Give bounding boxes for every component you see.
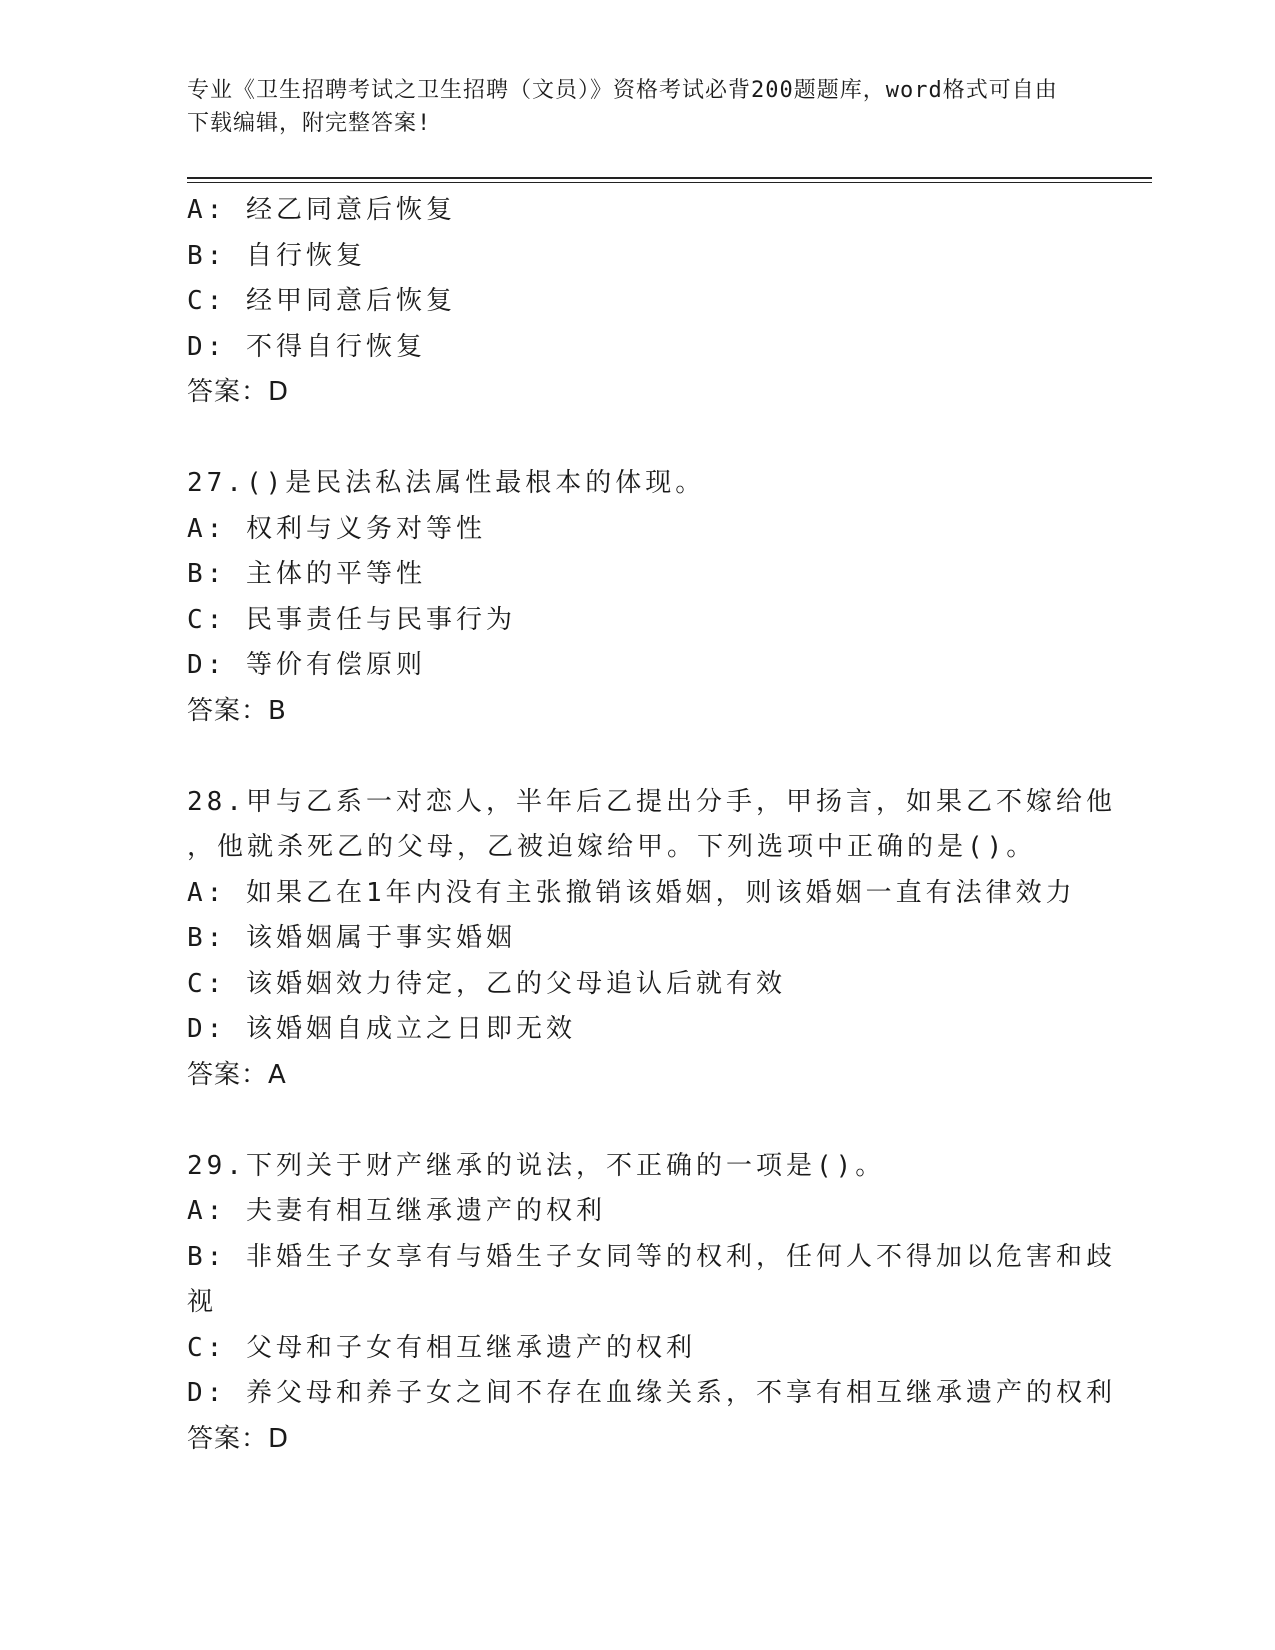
question-list	[187, 188, 1116, 1462]
option-d: D: 该婚姻自成立之日即无效	[187, 1014, 576, 1044]
option-b: B: 主体的平等性	[187, 559, 426, 589]
option-c: C: 父母和子女有相互继承遗产的权利	[187, 1332, 696, 1363]
option-a: A: 夫妻有相互继承遗产的权利	[187, 1196, 606, 1226]
option-c: C: 民事责任与民事行为	[187, 604, 516, 635]
answer: 答案：B	[187, 695, 287, 726]
spacer	[187, 734, 1067, 780]
option-d: D: 不得自行恢复	[187, 331, 426, 362]
question-29	[187, 1144, 1116, 1463]
option-a: A: 如果乙在1年内没有主张撤销该婚姻，则该婚姻一直有法律效力	[187, 877, 1076, 908]
question-27	[187, 461, 1067, 734]
option-b-continued: 视	[187, 1287, 218, 1317]
option-b: B: 自行恢复	[187, 240, 366, 271]
question-26	[187, 188, 1067, 416]
option-d: D: 养父母和养子女之间不存在血缘关系，不享有相互继承遗产的权利	[187, 1378, 1116, 1408]
option-c: C: 经甲同意后恢复	[187, 286, 456, 316]
question-28	[187, 780, 1116, 1099]
option-b: B: 该婚姻属于事实婚姻	[187, 923, 516, 953]
question-stem-line-1: 28.甲与乙系一对恋人，半年后乙提出分手，甲扬言，如果乙不嫁给他	[187, 786, 1116, 817]
spacer	[187, 1098, 1067, 1144]
option-d: D: 等价有偿原则	[187, 650, 426, 680]
option-a: A: 经乙同意后恢复	[187, 195, 456, 225]
question-stem: 29.下列关于财产继承的说法，不正确的一项是()。	[187, 1150, 886, 1181]
option-b: B: 非婚生子女享有与婚生子女同等的权利，任何人不得加以危害和歧	[187, 1241, 1116, 1272]
spacer	[187, 416, 1067, 462]
answer: 答案：D	[187, 1423, 290, 1454]
header-divider	[187, 177, 1152, 183]
question-stem-line-2: ，他就杀死乙的父母，乙被迫嫁给甲。下列选项中正确的是()。	[187, 832, 1037, 862]
document-header: 专业《卫生招聘考试之卫生招聘（文员）》资格考试必背200题题库，word格式可自由下载编辑，附完整答案!	[187, 78, 1058, 136]
answer: 答案：A	[187, 1059, 287, 1090]
answer: 答案：D	[187, 377, 290, 407]
option-c: C: 该婚姻效力待定，乙的父母追认后就有效	[187, 968, 786, 999]
option-a: A: 权利与义务对等性	[187, 513, 486, 544]
question-stem: 27.()是民法私法属性最根本的体现。	[187, 468, 706, 498]
